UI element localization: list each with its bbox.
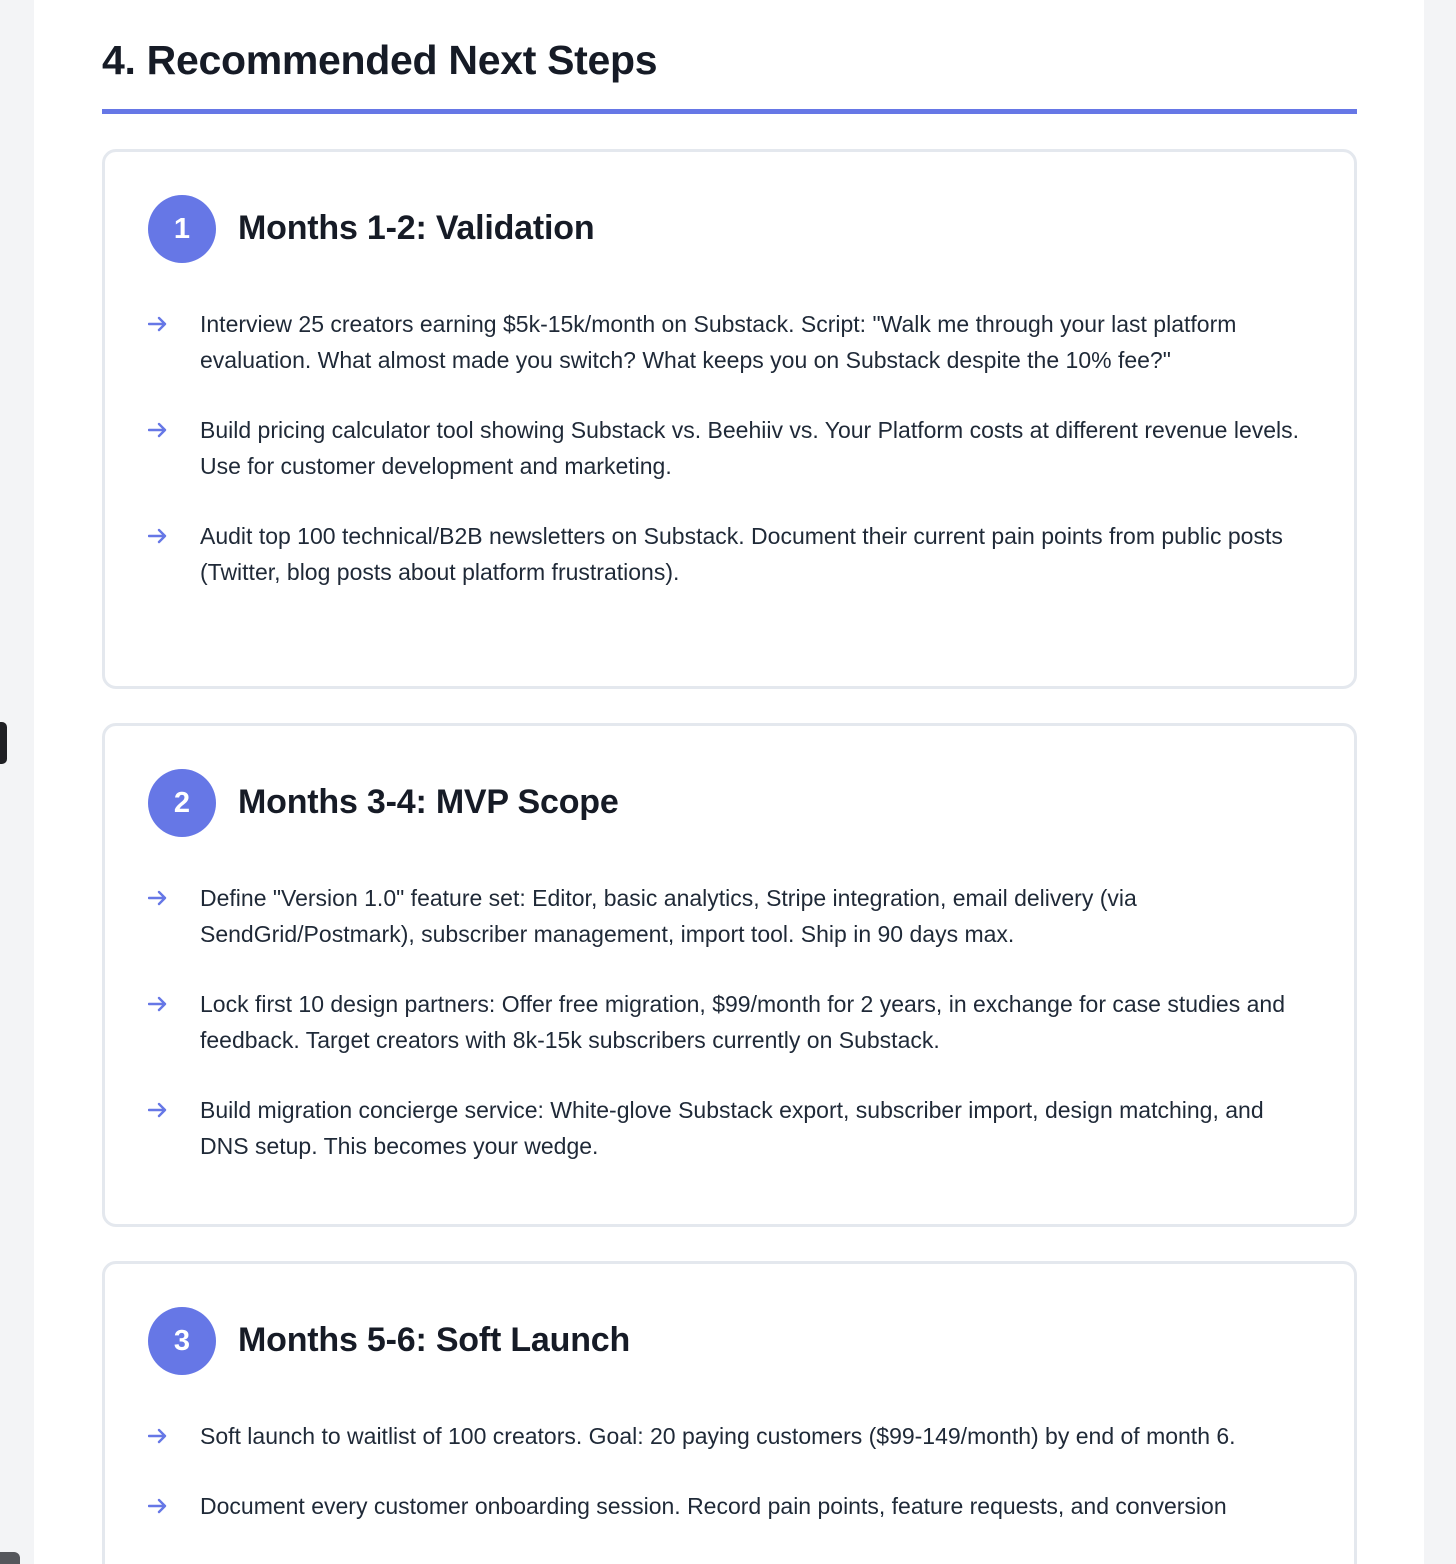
arrow-right-icon bbox=[148, 518, 172, 554]
arrow-right-icon bbox=[148, 986, 172, 1022]
list-item bbox=[148, 1092, 1318, 1164]
list-item-text: Soft launch to waitlist of 100 creators. Goal: 20 paying customers ($99-149/month) by end of month 6. bbox=[200, 1423, 1236, 1449]
step-title: Months 1-2: Validation bbox=[238, 209, 595, 247]
side-panel-handle[interactable] bbox=[0, 722, 7, 764]
step-number-badge: 3 bbox=[148, 1307, 216, 1375]
list-item bbox=[148, 1488, 1318, 1524]
arrow-right-icon bbox=[148, 1418, 172, 1454]
list-item-text: Interview 25 creators earning $5k-15k/month on Substack. Script: "Walk me through your last platform evaluation. What almost made you switch? What keeps you on Substack despite the 10% fee?" bbox=[200, 311, 1237, 373]
arrow-right-icon bbox=[148, 1092, 172, 1128]
list-item-text: Define "Version 1.0" feature set: Editor, basic analytics, Stripe integration, email delivery (via SendGrid/Postmark), subscriber management, import tool. Ship in 90 days max. bbox=[200, 885, 1137, 947]
list-item bbox=[148, 986, 1318, 1058]
arrow-right-icon bbox=[148, 306, 172, 342]
list-item bbox=[148, 306, 1318, 378]
list-item bbox=[148, 1418, 1318, 1454]
step-card-1 bbox=[102, 149, 1357, 689]
corner-scroll-handle[interactable] bbox=[0, 1552, 20, 1564]
arrow-right-icon bbox=[148, 880, 172, 916]
title-divider bbox=[102, 109, 1357, 114]
section-title: 4. Recommended Next Steps bbox=[102, 37, 658, 83]
step-card-3 bbox=[102, 1261, 1357, 1564]
step-action-list bbox=[148, 1418, 1318, 1558]
list-item bbox=[148, 880, 1318, 952]
list-item-text: Lock first 10 design partners: Offer free migration, $99/month for 2 years, in exchange for case studies and feedback. Target creators with 8k-15k subscribers currently on Substack. bbox=[200, 991, 1285, 1053]
step-title: Months 5-6: Soft Launch bbox=[238, 1321, 631, 1359]
arrow-right-icon bbox=[148, 1488, 172, 1524]
list-item-text: Audit top 100 technical/B2B newsletters on Substack. Document their current pain points from public posts (Twitter, blog posts about platform frustrations). bbox=[200, 523, 1283, 585]
step-title: Months 3-4: MVP Scope bbox=[238, 783, 619, 821]
list-item-text: Build migration concierge service: White-glove Substack export, subscriber import, design matching, and DNS setup. This becomes your wedge. bbox=[200, 1097, 1264, 1159]
list-item bbox=[148, 412, 1318, 484]
list-item bbox=[148, 518, 1318, 590]
step-action-list bbox=[148, 880, 1318, 1198]
step-action-list bbox=[148, 306, 1318, 624]
document-page bbox=[34, 0, 1424, 1564]
step-number-badge: 2 bbox=[148, 769, 216, 837]
arrow-right-icon bbox=[148, 412, 172, 448]
step-card-2 bbox=[102, 723, 1357, 1227]
list-item-text: Build pricing calculator tool showing Substack vs. Beehiiv vs. Your Platform costs at different revenue levels. Use for customer development and marketing. bbox=[200, 417, 1300, 479]
step-number-badge: 1 bbox=[148, 195, 216, 263]
list-item-text: Document every customer onboarding session. Record pain points, feature requests, and conversion bbox=[200, 1493, 1227, 1519]
